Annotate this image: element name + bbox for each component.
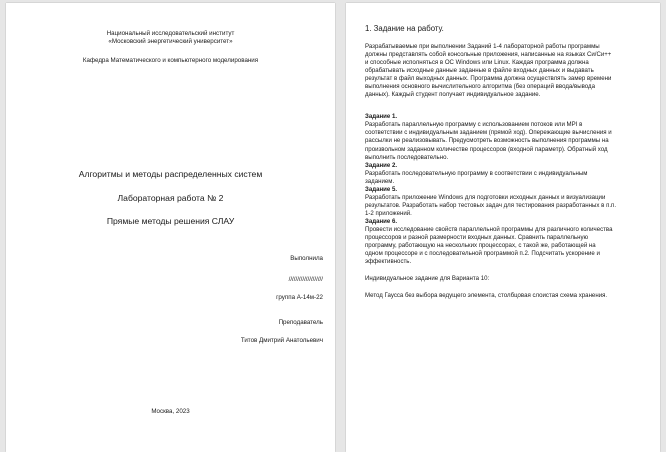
- intro-line: выполнения основного вычислительного алгоритма (без операций ввода/вывода: [365, 83, 595, 91]
- intro-line: Разрабатываемые при выполнении Заданий 1-4 лабораторной работы программы: [365, 43, 600, 50]
- department: Кафедра Математического и компьютерного моделирования: [82, 57, 259, 64]
- task-5: [365, 186, 643, 218]
- task-6: [365, 218, 643, 266]
- task-1-title: Задание 1.: [365, 113, 398, 121]
- task-line: 1-2 приложений.: [365, 209, 412, 217]
- performed-label: Выполнила: [290, 255, 323, 262]
- task-2-title: Задание 2.: [365, 161, 398, 169]
- city-year: Москва, 2023: [151, 408, 190, 415]
- task-header: 1. Задание на работу.: [365, 24, 444, 33]
- method-line: Метод Гаусса без выбора ведущего элемента, столбцовая слоистая схема хранения.: [365, 292, 608, 300]
- teacher-name: Титов Дмитрий Анатольевич: [240, 337, 323, 344]
- task-1: [365, 113, 643, 161]
- task-line: результатов. Разработать набор тестовых задач для тестирования разработанных в п.п.: [365, 201, 617, 209]
- task-6-title: Задание 6.: [365, 217, 398, 225]
- task-line: Разработать параллельную программу с использованием потоков или MPI в: [365, 121, 583, 129]
- task-line: эффективность.: [365, 258, 412, 266]
- institute-line-2: «Московский энергетический университет»: [108, 38, 233, 45]
- assignment-content: [365, 24, 643, 300]
- group-label: группа А-14м-22: [276, 294, 323, 301]
- task-line: одном процессоре и с последовательной программой п.2. Подсчитать ускорение и: [365, 250, 600, 258]
- work-title: Лабораторная работа № 2: [117, 193, 224, 203]
- intro-line: обрабатывать исходные данные заданные в файле входных данных и выдавать: [365, 67, 594, 75]
- title-page: [6, 3, 335, 452]
- task-line: выполнить последовательно.: [365, 153, 449, 161]
- task-line: соответствии с индивидуальным заданием (прямой ход). Опережающие вычисления и: [365, 129, 612, 137]
- institute-line-1: Национальный исследовательский институт: [106, 30, 235, 37]
- task-line: рассылки не реализовывать. Предусмотреть возможность выполнения программы на: [365, 137, 609, 145]
- intro-line: должны представлять собой консольные приложения, написанные на языках Си/Си++: [365, 51, 612, 59]
- task-2: [365, 162, 643, 186]
- assignment-page: [346, 3, 660, 452]
- task-line: программу, работающую на нескольких процессорах, с такой же, работающей на: [365, 242, 596, 250]
- task-line: Разработать последовательную программу в соответствии с индивидуальным: [365, 169, 588, 177]
- intro-line: и способные исполняться в ОС Windows или Linux. Каждая программа должна: [365, 59, 589, 67]
- student-name: ////////////////////: [288, 276, 323, 283]
- task-line: Провести исследование свойств параллельной программы для различного количества: [365, 225, 613, 233]
- task-line: процессоров и разной размерности входных данных. Сравнить параллельную: [365, 234, 589, 242]
- course-title: Алгоритмы и методы распределенных систем: [78, 169, 263, 179]
- task-5-title: Задание 5.: [365, 185, 398, 193]
- intro-paragraph: [365, 43, 643, 99]
- task-line: заданием.: [365, 177, 395, 185]
- variant-line: Индивидуальное задание для Варианта 10:: [365, 275, 490, 283]
- task-line: Разработать приложение Windows для подготовки исходных данных и визуализации: [365, 193, 606, 201]
- topic-title: Прямые методы решения СЛАУ: [106, 216, 235, 226]
- intro-line: результат в файл выходных данных. Программа должна осуществлять замер времени: [365, 75, 612, 83]
- teacher-label: Преподаватель: [278, 319, 323, 326]
- intro-line: данных). Каждый студент получает индивидуальное задание.: [365, 91, 541, 99]
- task-line: произвольном заданном количестве процессоров (входной параметр). Обратный ход: [365, 145, 608, 153]
